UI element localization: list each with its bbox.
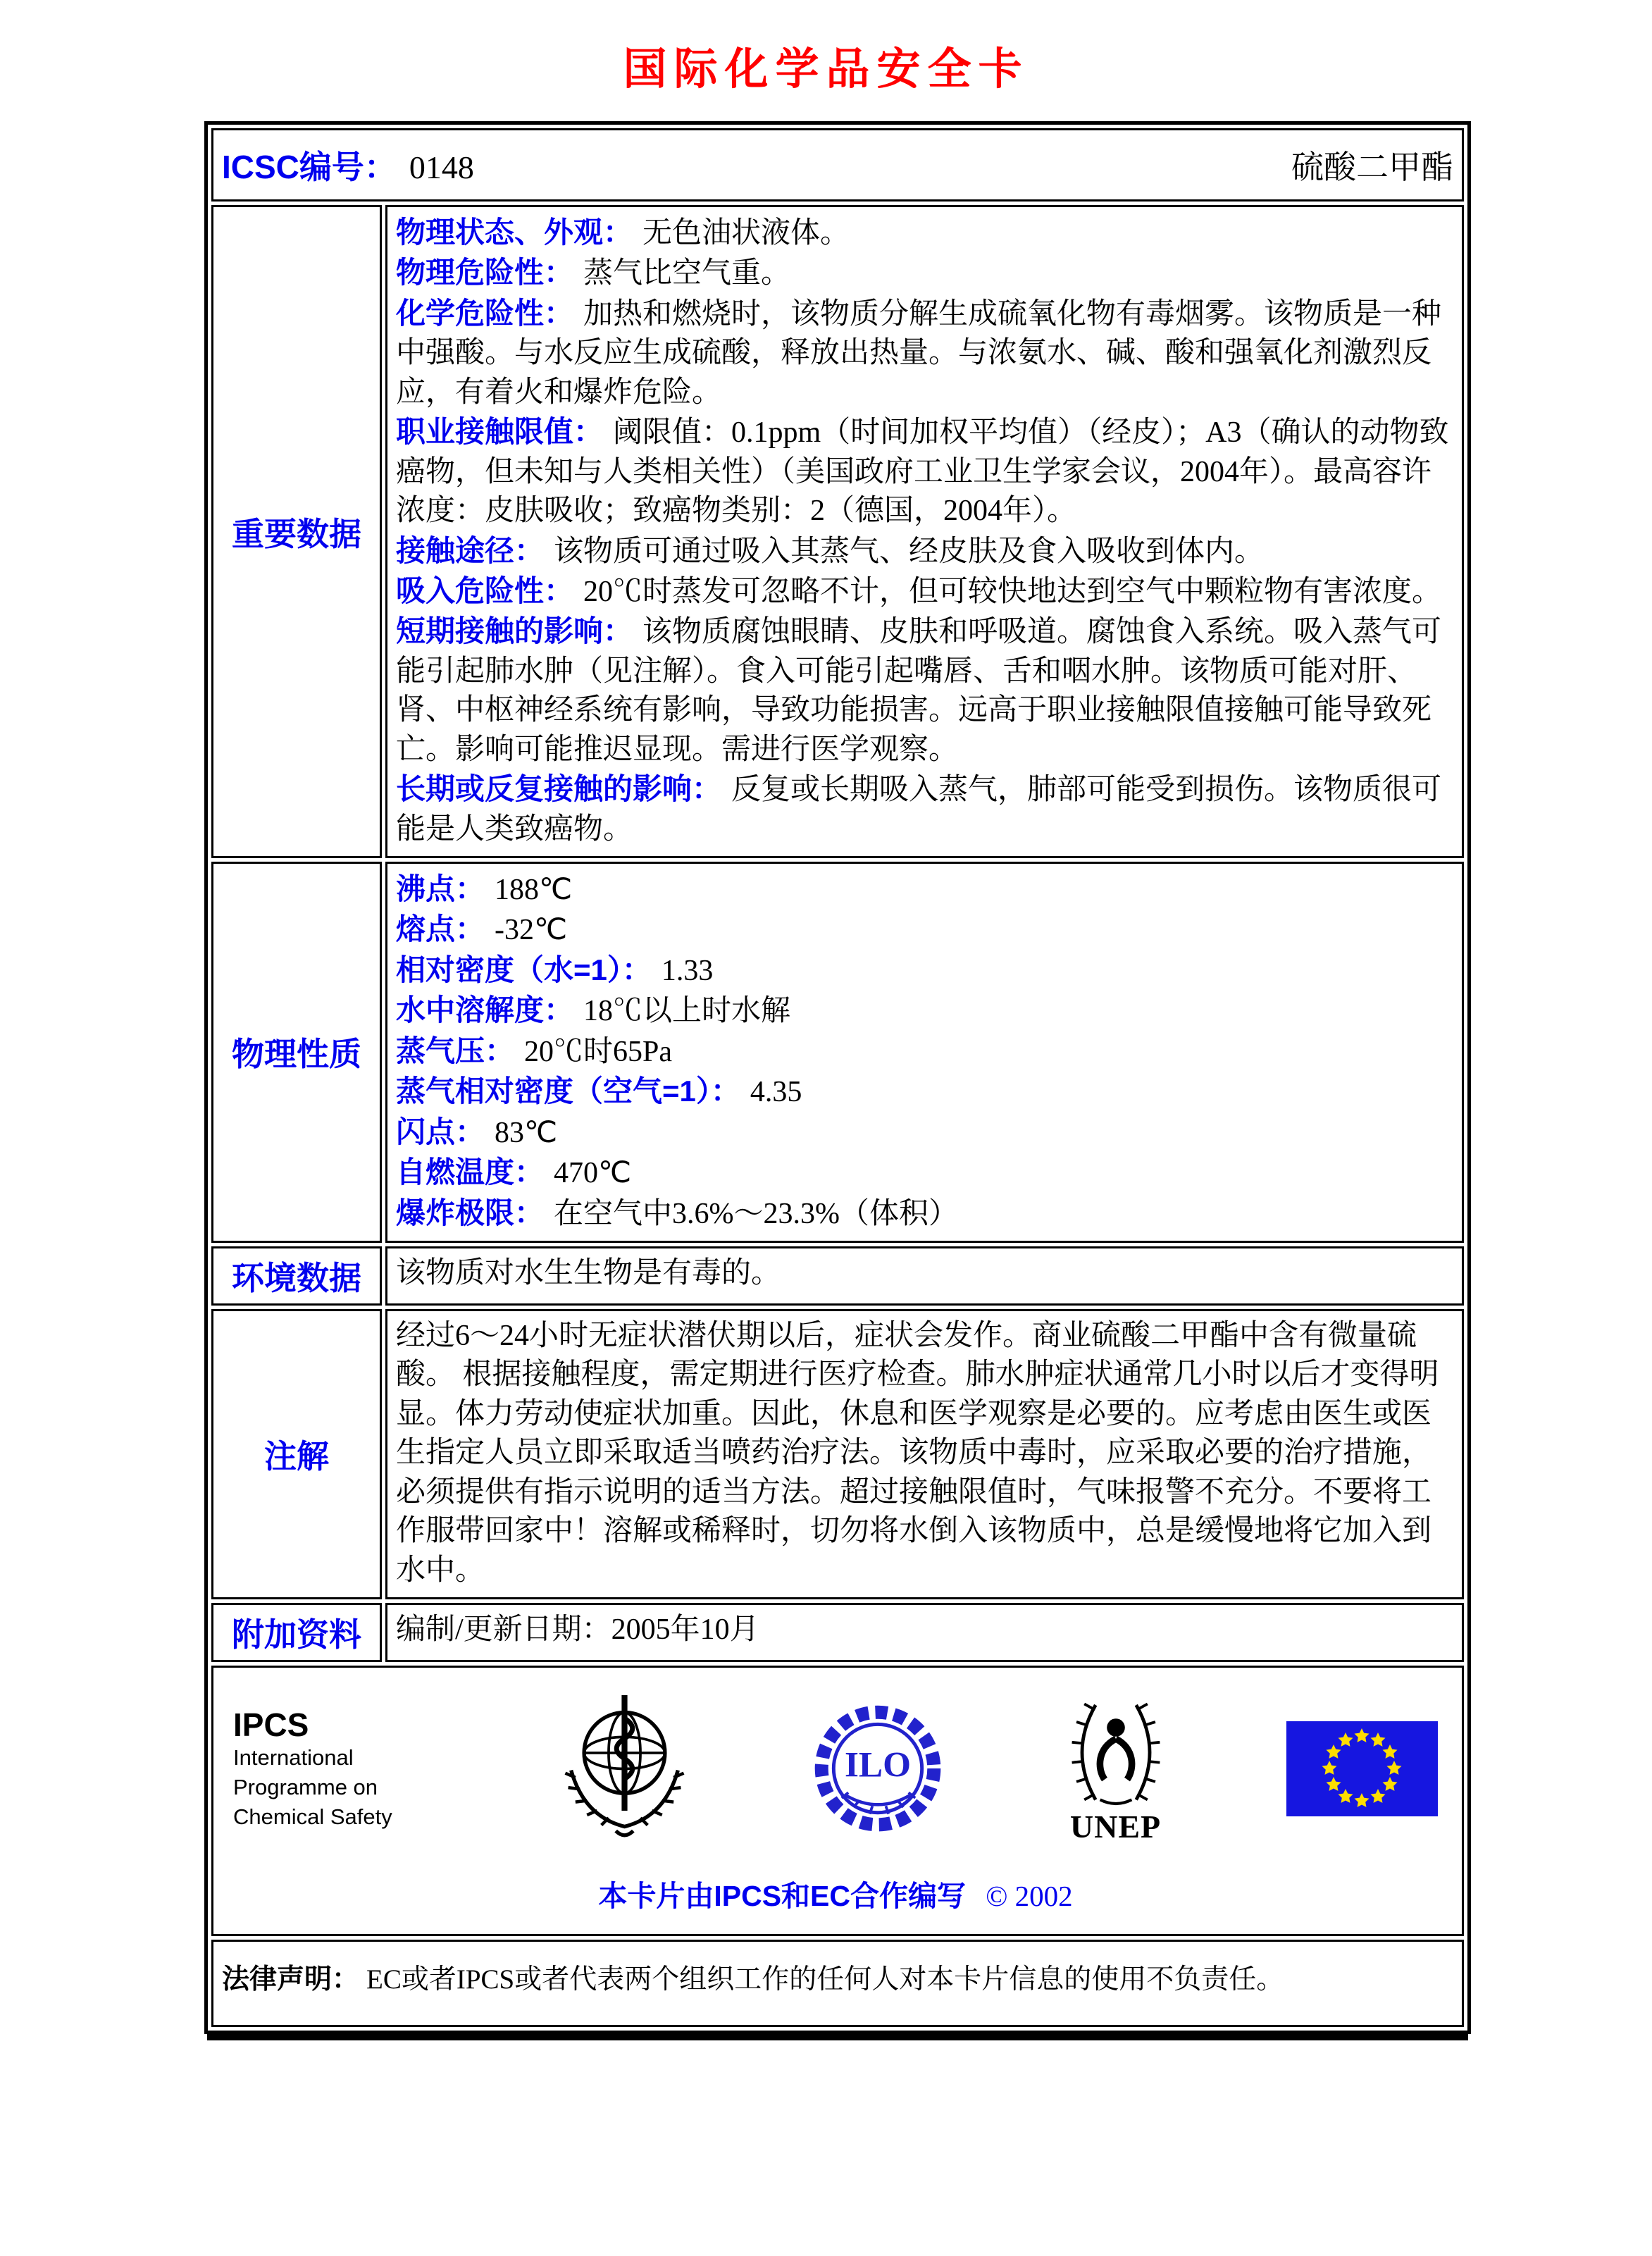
page-title: 国际化学品安全卡 (623, 46, 1029, 94)
eu-flag-icon (1286, 1721, 1438, 1816)
legal-label: 法律声明： (222, 1964, 360, 1995)
field-melting-point: 熔点： -32℃ (396, 912, 568, 947)
field-vapor-relative-density: 蒸气相对密度（空气=1）： 4.35 (396, 1074, 802, 1109)
field-inhalation-risk: 吸入危险性： 20℃时蒸发可忽略不计，但可较快地达到空气中颗粒物有害浓度。 (396, 574, 1442, 608)
ipcs-subtitle-line3: Chemical Safety (233, 1804, 392, 1829)
logos-section (211, 1666, 1464, 1936)
section-label-environmental-data: 环境数据 (211, 1246, 382, 1306)
icsc-number-group (222, 142, 474, 188)
ipcs-text-block (233, 1706, 437, 1832)
field-explosive-limits: 爆炸极限： 在空气中3.6%～23.3%（体积） (396, 1196, 958, 1230)
legal-text: EC或者IPCS或者代表两个组织工作的任何人对本卡片信息的使用不负责任。 (366, 1964, 1284, 1995)
unep-logo-icon (1060, 1696, 1172, 1845)
ipcs-title: IPCS (233, 1706, 309, 1743)
section-label-additional-info: 附加资料 (211, 1603, 382, 1662)
field-physical-state: 物理状态、外观： 无色油状液体。 (396, 216, 850, 249)
unep-logo-text: UNEP (1069, 1808, 1162, 1845)
ipcs-subtitle-line1: International (233, 1744, 354, 1770)
section-content-notes (385, 1309, 1464, 1599)
field-exposure-route: 接触途径： 该物质可通过吸入其蒸气、经皮肤及食入吸收到体内。 (396, 533, 1265, 568)
update-date-text: 编制/更新日期：2005年10月 (396, 1613, 759, 1646)
table-row-important-data (211, 205, 1464, 858)
section-content-additional-info (385, 1603, 1464, 1662)
section-label-notes: 注解 (211, 1309, 382, 1599)
cooperation-caption (233, 1873, 1438, 1914)
section-content-important-data (385, 205, 1464, 858)
field-water-solubility: 水中溶解度： 18℃以上时水解 (396, 993, 791, 1028)
field-physical-danger: 物理危险性： 蒸气比空气重。 (396, 256, 791, 290)
copyright-text: © 2002 (986, 1880, 1073, 1912)
ilo-logo-text: ILO (844, 1744, 912, 1785)
icsc-number-label: ICSC编号： (222, 149, 397, 185)
ilo-logo-icon (811, 1699, 945, 1840)
field-vapor-pressure: 蒸气压： 20℃时65Pa (396, 1034, 673, 1068)
chemical-name: 硫酸二甲酯 (1291, 149, 1453, 185)
field-relative-density: 相对密度（水=1）： 1.33 (396, 953, 714, 987)
section-label-important-data: 重要数据 (211, 205, 382, 858)
who-logo-icon (552, 1686, 697, 1852)
header-row (213, 130, 1462, 199)
field-short-term-effects: 短期接触的影响： 该物质腐蚀眼睛、皮肤和呼吸道。腐蚀食入系统。吸入蒸气可能引起肺水肿（见注解）。食入可能引起嘴唇、舌和咽水肿。该物质可能对肝、肾、中枢神经系统有影响，导致功能损害。远高于职业接触限值接触可能导致死亡。影响可能推迟显现。需进行医学观察。 (396, 614, 1442, 766)
notes-text: 经过6～24小时无症状潜伏期以后，症状会发作。商业硫酸二甲酯中含有微量硫酸。 根据接触程度，需定期进行医疗检查。肺水肿症状通常几小时以后才变得明显。体力劳动使症状加重。因此，休息和医学观察是必要的。应考虑由医生或医生指定人员立即采取适当喷药治疗法。该物质中毒时，应采取必要的治疗措施，必须提供有指示说明的适当方法。超过接触限值时，气味报警不充分。不要将工作服带回家中！溶解或稀释时，切勿将水倒入该物质中，总是缓慢地将它加入到水中。 (396, 1319, 1439, 1587)
section-content-environmental-data (385, 1246, 1464, 1306)
legal-section (211, 1940, 1464, 2027)
table-row-logos (211, 1666, 1464, 1936)
environmental-text: 该物质对水生生物是有毒的。 (396, 1256, 781, 1289)
table-row-additional-info (211, 1603, 1464, 1662)
icsc-table (208, 125, 1467, 2031)
field-boiling-point: 沸点： 188℃ (396, 872, 573, 906)
table-row-header (211, 128, 1464, 202)
icsc-number-value: 0148 (409, 149, 474, 185)
field-flash-point: 闪点： 83℃ (396, 1115, 558, 1149)
section-content-physical-properties (385, 862, 1464, 1243)
table-row-physical-properties (211, 862, 1464, 1243)
field-occupational-limit: 职业接触限值： 阈限值：0.1ppm（时间加权平均值）（经皮）；A3（确认的动物致癌物，但未知与人类相关性）（美国政府工业卫生学家会议，2004年）。最高容许浓度：皮肤吸收；致癌物类别：2（德国，2004年）。 (396, 415, 1449, 528)
icsc-card-table-frame (204, 121, 1471, 2034)
table-row-legal (211, 1940, 1464, 2027)
field-autoignition-temperature: 自燃温度： 470℃ (396, 1155, 632, 1190)
field-long-term-effects: 长期或反复接触的影响： 反复或长期吸入蒸气，肺部可能受到损伤。该物质很可能是人类致癌物。 (396, 772, 1442, 845)
field-chemical-danger: 化学危险性： 加热和燃烧时，该物质分解生成硫氧化物有毒烟雾。该物质是一种中强酸。与水反应生成硫酸，释放出热量。与浓氨水、碱、酸和强氧化剂激烈反应，有着火和爆炸危险。 (396, 296, 1442, 409)
cooperation-caption-text: 本卡片由IPCS和EC合作编写 (598, 1880, 966, 1912)
ipcs-subtitle-line2: Programme on (233, 1774, 378, 1799)
section-label-physical-properties: 物理性质 (211, 862, 382, 1243)
table-row-environmental-data (211, 1246, 1464, 1306)
table-row-notes (211, 1309, 1464, 1599)
